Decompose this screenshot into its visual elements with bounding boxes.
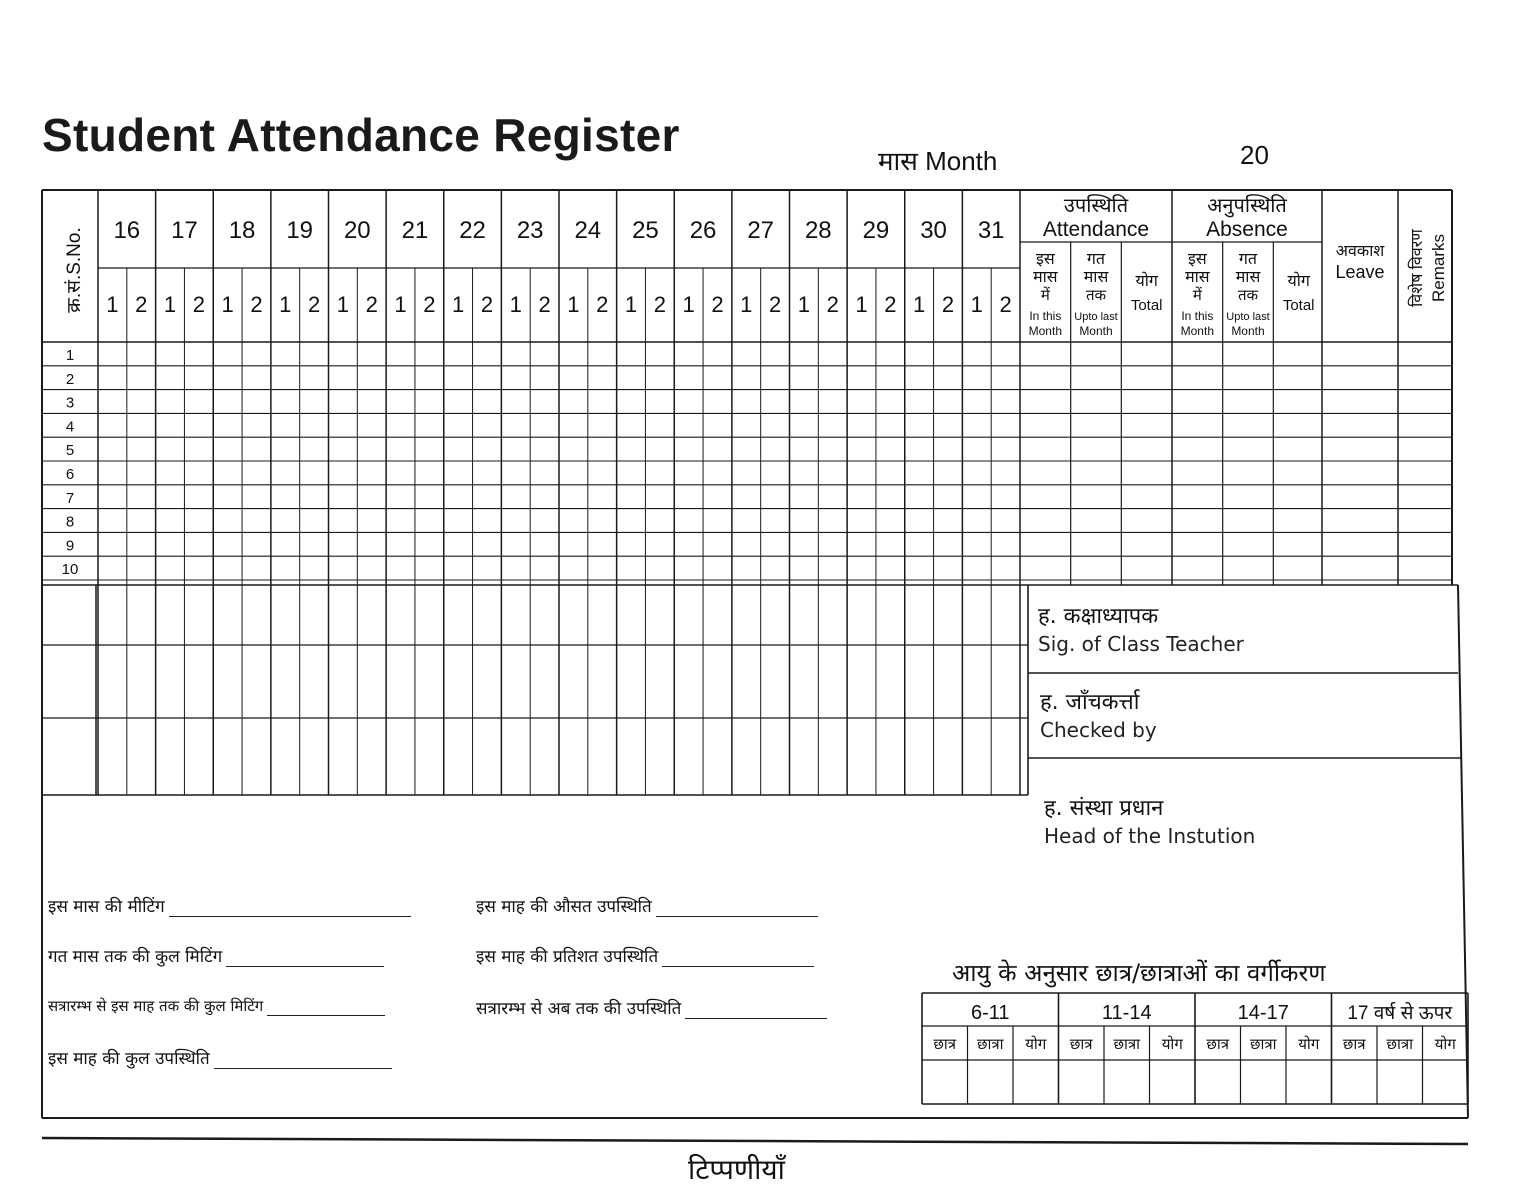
- sub-en: Upto last: [1074, 311, 1118, 323]
- stat-label: इस माह की औसत उपस्थिति: [476, 897, 652, 917]
- sub-hi: में: [1040, 287, 1050, 304]
- row-number: 5: [65, 442, 75, 460]
- absence-en: Absence: [1206, 218, 1288, 241]
- session-label: 2: [768, 292, 782, 317]
- row-number: 10: [61, 561, 79, 579]
- day-label: 25: [632, 217, 659, 244]
- session-label: 1: [740, 292, 753, 317]
- day-label: 31: [977, 217, 1005, 244]
- month-label: मास Month: [878, 146, 998, 176]
- day-label: 30: [920, 217, 947, 244]
- day-label: 29: [862, 217, 890, 244]
- session-label: 2: [826, 292, 839, 317]
- sig-head-en: Head of the Instution: [1044, 824, 1256, 848]
- day-label: 27: [747, 217, 775, 244]
- sig-class-teacher-en: Sig. of Class Teacher: [1038, 632, 1244, 656]
- session-label: 1: [855, 292, 868, 317]
- session-label: 2: [884, 292, 897, 317]
- age-sub-label: छात्रा: [1249, 1036, 1277, 1053]
- stat-meetings-upto-last: [48, 944, 384, 967]
- stat-label: इस मास की मीटिंग: [48, 897, 165, 917]
- session-label: 1: [509, 292, 522, 317]
- sub-hi: मास: [1235, 269, 1261, 286]
- day-label: 17: [171, 217, 198, 244]
- sub-hi: इस: [1187, 251, 1207, 268]
- day-label: 19: [286, 217, 314, 244]
- remarks-en: Remarks: [1429, 233, 1448, 303]
- notes-title: टिप्पणीयाँ: [688, 1153, 785, 1186]
- stat-label: सत्रारम्भ से अब तक की उपस्थिति: [476, 999, 682, 1019]
- session-label: 1: [970, 292, 983, 317]
- footer-rule: [42, 1138, 1468, 1144]
- sig-checked-by-hi: ह. जाँचकर्त्ता: [1040, 690, 1140, 715]
- row-number: 6: [65, 466, 75, 483]
- session-label: 1: [452, 292, 465, 317]
- sub-hi: गत: [1238, 251, 1258, 268]
- day-label: 24: [574, 217, 602, 244]
- row-number: 1: [65, 347, 75, 364]
- session-label: 1: [624, 292, 638, 317]
- row-number: 8: [65, 513, 75, 531]
- session-label: 2: [596, 292, 609, 317]
- session-label: 2: [538, 292, 551, 317]
- sub-en: Upto last: [1226, 311, 1270, 323]
- sub-en: In this: [1181, 309, 1214, 323]
- stat-label: इस माह की कुल उपस्थिति: [48, 1049, 210, 1069]
- sub-en: Total: [1130, 297, 1163, 314]
- sig-head: [1044, 792, 1255, 848]
- session-label: 1: [797, 292, 811, 317]
- sno-label: क्र.सं.S.No.: [64, 227, 85, 313]
- age-group-label: 11-14: [1101, 1002, 1152, 1024]
- fill-line[interactable]: [226, 965, 384, 967]
- age-sub-label: छात्र: [1342, 1036, 1366, 1053]
- row-number: 3: [65, 394, 75, 412]
- sub-hi: गत: [1086, 251, 1106, 268]
- session-label: 1: [682, 292, 695, 317]
- attendance-hi: उपस्थिति: [1063, 195, 1129, 217]
- stat-meetings-this-month: [48, 894, 411, 917]
- age-group-label: 17 वर्ष से ऊपर: [1347, 1003, 1453, 1024]
- age-sub-label: छात्र: [1069, 1036, 1093, 1053]
- day-label: 22: [459, 217, 486, 244]
- sub-hi: मास: [1033, 269, 1058, 286]
- session-label: 2: [307, 292, 321, 317]
- session-label: 1: [279, 292, 292, 317]
- age-sub-label: योग: [1025, 1036, 1047, 1053]
- stat-session-attendance: [476, 996, 827, 1019]
- fill-line[interactable]: [656, 915, 818, 917]
- year-label: 20: [1240, 140, 1269, 170]
- frame-right-bottom: [1458, 585, 1468, 1118]
- day-label: 20: [343, 217, 371, 244]
- leave-en: Leave: [1335, 262, 1385, 282]
- day-label: 26: [689, 217, 717, 244]
- sub-en: Month: [1180, 324, 1215, 338]
- leave-hi: अवकाश: [1335, 243, 1385, 260]
- session-label: 2: [423, 292, 436, 317]
- sub-en: Month: [1079, 324, 1113, 338]
- fill-line[interactable]: [169, 915, 411, 917]
- age-classification-title: आयु के अनुसार छात्र/छात्राओं का वर्गीकरण: [952, 959, 1326, 987]
- session-label: 2: [999, 292, 1012, 317]
- sig-checked-by-en: Checked by: [1040, 718, 1157, 742]
- day-label: 23: [516, 217, 544, 244]
- sig-checked-by: [1040, 686, 1157, 742]
- sub-en: Month: [1231, 324, 1265, 338]
- absence-hi: अनुपस्थिति: [1207, 195, 1287, 217]
- age-sub-label: छात्रा: [1386, 1036, 1414, 1053]
- row-number: 7: [65, 489, 75, 507]
- age-group-label: 14-17: [1237, 1002, 1289, 1024]
- session-label: 2: [480, 292, 494, 317]
- fill-line[interactable]: [214, 1067, 392, 1069]
- stat-label: इस माह की प्रतिशत उपस्थिति: [476, 947, 659, 967]
- sub-hi: योग: [1135, 273, 1158, 290]
- stat-meetings-session: [48, 996, 385, 1016]
- attendance-en: Attendance: [1042, 218, 1150, 241]
- session-label: 2: [365, 292, 378, 317]
- fill-line[interactable]: [685, 1017, 827, 1019]
- session-label: 2: [653, 292, 666, 317]
- day-label: 16: [113, 217, 141, 244]
- fill-line[interactable]: [662, 965, 814, 967]
- sub-hi: इस: [1035, 251, 1055, 268]
- sub-en: Total: [1282, 297, 1315, 314]
- sub-hi: मास: [1185, 269, 1210, 286]
- sig-class-teacher-hi: ह. कक्षाध्यापक: [1038, 604, 1159, 629]
- session-label: 2: [250, 292, 263, 317]
- session-label: 1: [913, 292, 926, 317]
- age-sub-label: योग: [1161, 1036, 1183, 1053]
- session-label: 1: [567, 292, 580, 317]
- session-label: 2: [192, 292, 205, 317]
- stat-label: सत्रारम्भ से इस माह तक की कुल मिटिंग: [48, 997, 264, 1015]
- row-number: 4: [65, 418, 75, 436]
- sub-en: Month: [1028, 324, 1063, 338]
- age-sub-label: छात्र: [1206, 1036, 1230, 1053]
- day-label: 28: [804, 217, 832, 244]
- age-sub-label: छात्र: [933, 1036, 957, 1053]
- age-group-label: 6-11: [970, 1002, 1010, 1024]
- sub-hi: में: [1192, 287, 1202, 304]
- page-title: Student Attendance Register: [42, 109, 680, 161]
- stat-label: गत मास तक की कुल मिटिंग: [48, 947, 223, 967]
- session-label: 1: [336, 292, 350, 317]
- session-label: 1: [163, 292, 177, 317]
- sub-hi: योग: [1287, 273, 1310, 290]
- sub-hi: तक: [1085, 287, 1107, 304]
- day-label: 21: [401, 217, 429, 244]
- sub-hi: मास: [1083, 269, 1109, 286]
- row-number: 9: [65, 537, 75, 555]
- sig-class-teacher: [1038, 600, 1244, 656]
- age-sub-label: छात्रा: [1113, 1036, 1141, 1053]
- sub-hi: तक: [1237, 287, 1259, 304]
- session-label: 2: [135, 292, 148, 317]
- age-sub-label: योग: [1298, 1036, 1320, 1053]
- stat-total-attendance: [48, 1046, 392, 1069]
- age-sub-label: योग: [1434, 1036, 1456, 1053]
- session-label: 2: [711, 292, 724, 317]
- row-number: 2: [65, 370, 75, 388]
- sig-head-hi: ह. संस्था प्रधान: [1044, 796, 1164, 821]
- remarks-hi: विशेष विवरण: [1409, 229, 1426, 307]
- stat-avg-attendance: [476, 894, 818, 917]
- day-label: 18: [228, 217, 256, 244]
- session-label: 2: [941, 292, 955, 317]
- session-label: 1: [221, 292, 234, 317]
- session-label: 1: [106, 292, 119, 317]
- session-label: 1: [394, 292, 407, 317]
- stat-pct-attendance: [476, 944, 814, 967]
- sub-en: In this: [1029, 309, 1062, 323]
- fill-line[interactable]: [267, 1014, 385, 1016]
- age-sub-label: छात्रा: [976, 1036, 1004, 1053]
